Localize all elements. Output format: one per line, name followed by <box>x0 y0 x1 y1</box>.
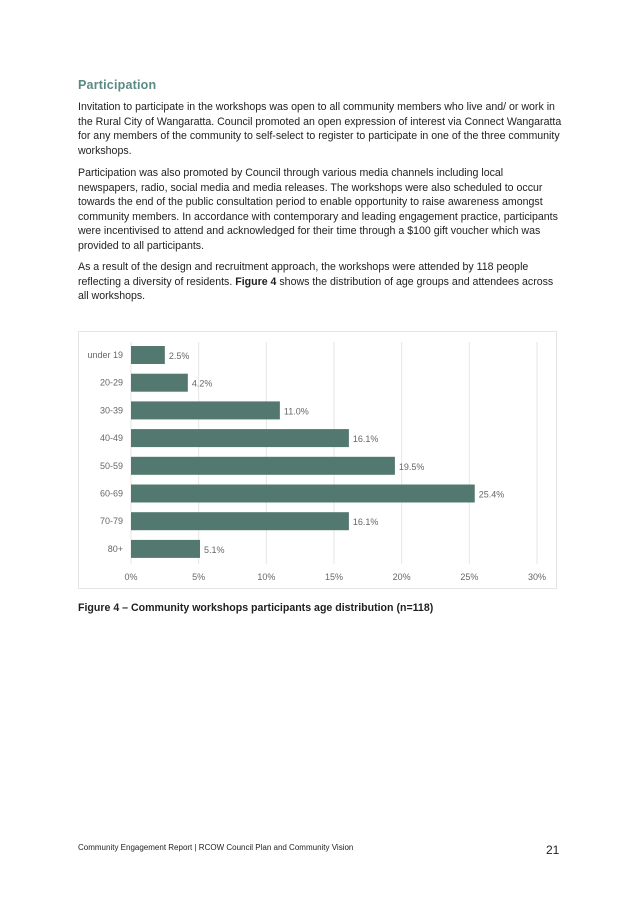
x-tick-label: 5% <box>192 572 206 582</box>
paragraph-attendance-text-2: shows the distribution of age groups and attendees across all workshops. <box>78 275 554 302</box>
bar <box>131 429 349 447</box>
bar <box>131 401 280 419</box>
data-label: 5.1% <box>204 544 225 555</box>
figure-reference: Figure 4 <box>235 275 277 288</box>
data-label: 25.4% <box>478 489 505 500</box>
data-label: 16.1% <box>352 517 379 528</box>
paragraph-invitation: Invitation to participate in the workshops was open to all community members who live and/ or work in the Rural City of Wangaratta. Council promoted an open expression of interest via Connect Wangaratta for any members of the community to self-select to register to participate in one of the three community workshops. <box>78 101 562 157</box>
category-label: 50-59 <box>99 460 123 471</box>
bar <box>131 540 200 558</box>
x-tick-label: 20% <box>392 572 411 582</box>
bar <box>131 485 475 503</box>
bar <box>131 374 188 392</box>
data-label: 4.2% <box>191 378 213 389</box>
category-label: under 19 <box>87 350 123 360</box>
category-label: 40-49 <box>99 433 123 444</box>
data-label: 16.1% <box>352 434 379 445</box>
section-heading: Participation <box>78 78 157 92</box>
x-tick-label: 0% <box>124 572 138 582</box>
footer-report-title: Community Engagement Report | RCOW Council Plan and Community Vision <box>78 843 354 852</box>
data-label: 2.5% <box>168 351 190 361</box>
figure-caption: Figure 4 – Community workshops participants age distribution (n=118) <box>78 602 434 614</box>
category-label: 20-29 <box>99 377 123 388</box>
bar <box>131 457 395 475</box>
page-number: 21 <box>546 843 560 857</box>
bar <box>131 346 165 364</box>
x-tick-label: 25% <box>460 572 479 582</box>
category-label: 60-69 <box>99 488 123 499</box>
paragraph-attendance-text-1: As a result of the design and recruitment approach, the workshops were attended by 118 people reflecting a diversity of residents. <box>78 261 529 288</box>
x-tick-label: 15% <box>324 572 344 582</box>
x-tick-label: 30% <box>527 572 547 582</box>
bar <box>131 512 349 530</box>
data-label: 11.0% <box>283 406 309 417</box>
chart-svg <box>79 332 558 590</box>
category-label: 70-79 <box>99 516 123 527</box>
data-label: 19.5% <box>398 461 425 472</box>
paragraph-promotion: Participation was also promoted by Council through various media channels including local newspapers, radio, social media and media releases. The workshops were also scheduled to occur towards the end of the public consultation period to enable opportunity to raise awareness amongst community members. In accordance with contemporary and leading engagement practice, participants were incentivised to attend and acknowledged for their time through a $100 gift voucher which was provided to all participants. <box>78 167 558 252</box>
category-label: 80+ <box>107 543 123 554</box>
x-tick-label: 10% <box>257 572 276 582</box>
category-label: 30-39 <box>99 405 123 416</box>
age-distribution-chart <box>78 331 557 589</box>
paragraph-attendance <box>78 260 564 304</box>
